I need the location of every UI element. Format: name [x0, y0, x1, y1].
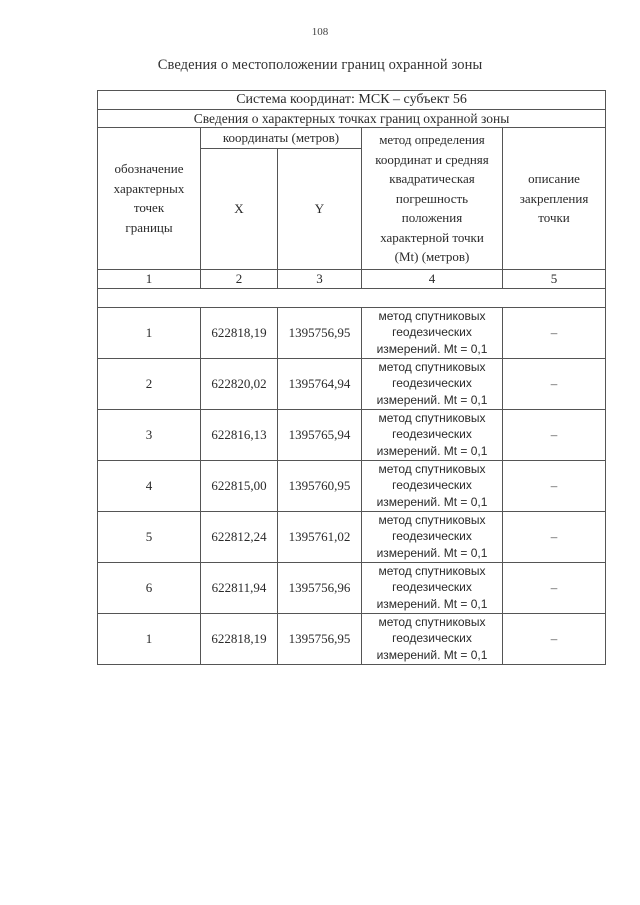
method-cell [362, 409, 503, 460]
method-line: измерений. Mt = 0,1 [376, 494, 488, 509]
header-x: X [201, 148, 278, 269]
spacer-row [98, 288, 606, 307]
y-coordinate: 1395760,95 [278, 460, 362, 511]
header-description-line: точки [538, 210, 570, 225]
x-coordinate: 622820,02 [201, 358, 278, 409]
header-designation-line: точек [133, 200, 165, 216]
method-line: геодезических [392, 325, 472, 340]
column-number: 2 [201, 269, 278, 288]
method-cell [362, 358, 503, 409]
header-method [362, 128, 503, 270]
point-number: 1 [98, 307, 201, 358]
header-method-line: характерной точки [380, 229, 484, 245]
method-cell [362, 307, 503, 358]
method-line: измерений. Mt = 0,1 [376, 647, 488, 662]
header-row [98, 128, 606, 149]
header-designation-line: обозначение [114, 161, 184, 177]
point-number: 4 [98, 460, 201, 511]
column-number: 1 [98, 269, 201, 288]
coordinates-table [97, 90, 606, 665]
header-method-line: метод определения [379, 132, 485, 147]
point-number: 6 [98, 562, 201, 613]
x-coordinate: 622811,94 [201, 562, 278, 613]
table-row [98, 511, 606, 562]
y-coordinate: 1395756,96 [278, 562, 362, 613]
method-line: геодезических [392, 376, 472, 391]
table-row [98, 460, 606, 511]
header-description [503, 128, 606, 270]
column-numbers-row [98, 269, 606, 288]
table-row [98, 307, 606, 358]
x-coordinate: 622818,19 [201, 613, 278, 664]
method-line: метод спутниковых [378, 512, 486, 527]
method-cell [362, 511, 503, 562]
method-line: метод спутниковых [378, 359, 486, 374]
method-line: геодезических [392, 631, 472, 646]
point-number: 1 [98, 613, 201, 664]
page-number: 108 [311, 26, 329, 38]
table-row [98, 613, 606, 664]
y-coordinate: 1395764,94 [278, 358, 362, 409]
header-y: Y [278, 148, 362, 269]
method-line: измерений. Mt = 0,1 [376, 341, 488, 356]
header-method-line: координат и средняя [375, 151, 489, 167]
method-line: геодезических [392, 580, 472, 595]
method-cell [362, 562, 503, 613]
point-description: – [503, 511, 606, 562]
column-number: 5 [503, 269, 606, 288]
header-coordinates: координаты (метров) [201, 128, 362, 149]
x-coordinate: 622816,13 [201, 409, 278, 460]
point-number: 5 [98, 511, 201, 562]
method-line: метод спутниковых [378, 410, 486, 425]
point-number: 3 [98, 409, 201, 460]
spacer-cell [98, 288, 606, 307]
method-line: геодезических [392, 529, 472, 544]
table-row [98, 358, 606, 409]
method-line: метод спутниковых [378, 461, 486, 476]
column-number: 3 [278, 269, 362, 288]
table-row [98, 562, 606, 613]
method-line: метод спутниковых [378, 308, 486, 323]
header-designation-line: границы [125, 219, 173, 235]
method-cell [362, 613, 503, 664]
method-line: измерений. Mt = 0,1 [376, 596, 488, 611]
x-coordinate: 622812,24 [201, 511, 278, 562]
method-line: метод спутниковых [378, 614, 486, 629]
header-method-line: (Mt) (метров) [394, 249, 470, 264]
point-number: 2 [98, 358, 201, 409]
header-method-line: положения [401, 210, 463, 225]
header-method-line: погрешность [395, 190, 469, 206]
y-coordinate: 1395756,95 [278, 307, 362, 358]
point-description: – [503, 613, 606, 664]
table-body [98, 307, 606, 664]
table-subtitle-cell: Сведения о характерных точках границ охранной зоны [98, 110, 606, 128]
header-description-line: описание [528, 171, 580, 186]
y-coordinate: 1395761,02 [278, 511, 362, 562]
method-line: измерений. Mt = 0,1 [376, 443, 488, 458]
header-method-line: квадратическая [389, 171, 475, 186]
header-designation [98, 128, 201, 270]
y-coordinate: 1395756,95 [278, 613, 362, 664]
x-coordinate: 622818,19 [201, 307, 278, 358]
table-subtitle-row [98, 110, 606, 128]
method-line: измерений. Mt = 0,1 [376, 545, 488, 560]
point-description: – [503, 409, 606, 460]
x-coordinate: 622815,00 [201, 460, 278, 511]
point-description: – [503, 358, 606, 409]
header-designation-line: характерных [113, 180, 185, 196]
method-line: геодезических [392, 478, 472, 493]
method-line: геодезических [392, 427, 472, 442]
coordinate-system-row [98, 91, 606, 110]
column-number: 4 [362, 269, 503, 288]
table-row [98, 409, 606, 460]
method-line: измерений. Mt = 0,1 [376, 392, 488, 407]
document-title: Сведения о местоположении границ охранной зоны [157, 57, 483, 73]
y-coordinate: 1395765,94 [278, 409, 362, 460]
method-cell [362, 460, 503, 511]
point-description: – [503, 307, 606, 358]
point-description: – [503, 562, 606, 613]
point-description: – [503, 460, 606, 511]
method-line: метод спутниковых [378, 563, 486, 578]
header-description-line: закрепления [519, 190, 589, 206]
coordinate-system-cell: Система координат: МСК – субъект 56 [98, 91, 606, 110]
